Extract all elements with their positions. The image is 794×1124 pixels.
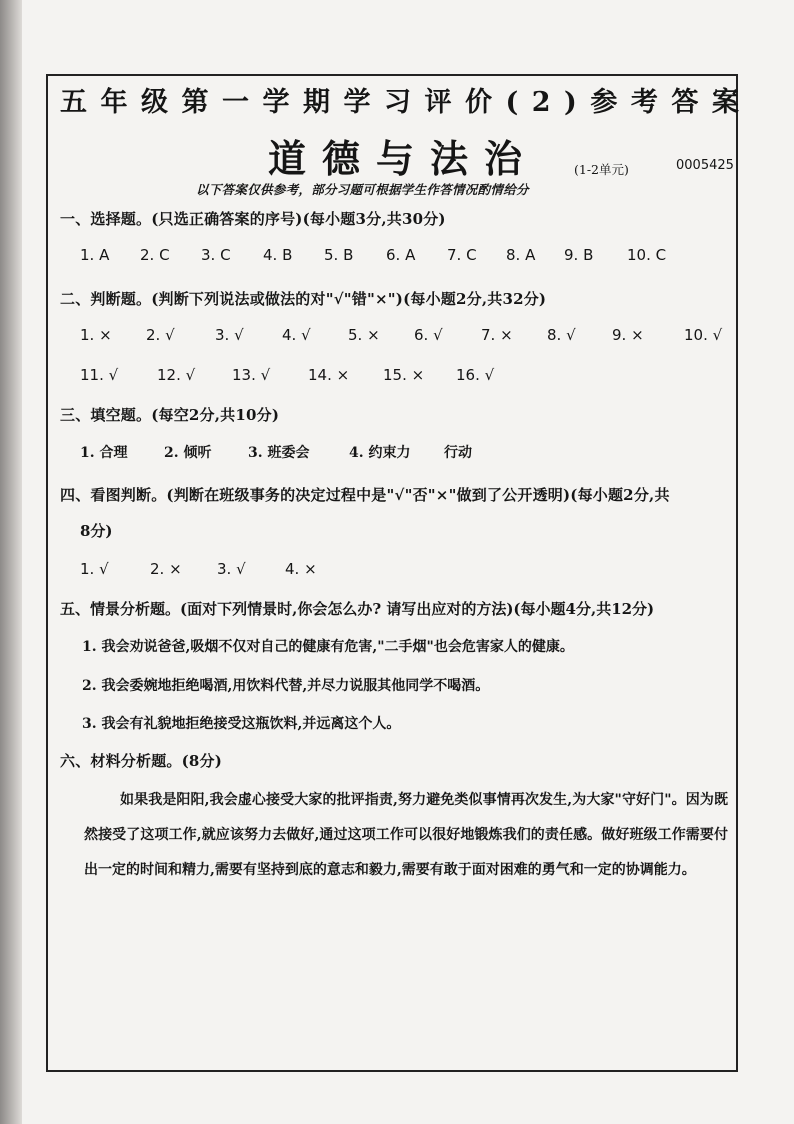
answer-item: 2. 倾听 (164, 445, 212, 461)
answer-item: 5. × (348, 326, 380, 344)
answer-item: 16. √ (456, 366, 495, 384)
answer-item: 3. 班委会 (248, 445, 310, 461)
answer-item: 1. √ (80, 560, 109, 578)
scenario-answer-1: 1. 我会劝说爸爸,吸烟不仅对自己的健康有危害,"二手烟"也会危害家人的健康。 (82, 639, 574, 655)
answer-item: 12. √ (157, 366, 196, 384)
answer-item: 4. √ (282, 326, 311, 344)
answer-item: 14. × (308, 366, 350, 384)
answer-item: 8. √ (547, 326, 576, 344)
answer-item: 4. × (285, 560, 317, 578)
answer-item: 1. 合理 (80, 445, 128, 461)
answer-item: 6. √ (414, 326, 443, 344)
section-3-title: 三、填空题。(每空2分,共10分) (60, 406, 280, 424)
answer-item: 2. √ (146, 326, 175, 344)
subject-title: 道德与法治 (268, 136, 539, 181)
answer-item: 11. √ (80, 366, 119, 384)
section-1-answers (0, 246, 794, 266)
section-3-answers (0, 442, 794, 462)
unit-range: (1-2单元) (574, 162, 629, 177)
answer-item: 6. A (386, 246, 416, 264)
section-5-title: 五、情景分析题。(面对下列情景时,你会怎么办? 请写出应对的方法)(每小题4分,共12分) (60, 600, 655, 618)
answer-item: 13. √ (232, 366, 271, 384)
answer-item: 3. √ (217, 560, 246, 578)
scenario-answer-3: 3. 我会有礼貌地拒绝接受这瓶饮料,并远离这个人。 (82, 716, 401, 732)
material-analysis-answer: 如果我是阳阳,我会虚心接受大家的批评指责,努力避免类似事情再次发生,为大家"守好门"。因为既然接受了这项工作,就应该努力去做好,通过这项工作可以很好地锻炼我们的责任感。做好班级工作需要付出一定的时间和精力,需要有坚持到底的意志和毅力,需要有敢于面对困难的勇气和一定的协调能力。 (84, 792, 728, 878)
answer-item: 3. C (201, 246, 231, 264)
section-4-title: 四、看图判断。(判断在班级事务的决定过程中是"√"否"×"做到了公开透明)(每小题2分,共 (60, 486, 670, 504)
section-2-answers-row-1 (0, 326, 794, 346)
answer-item: 5. B (324, 246, 354, 264)
section-2-answers-row-2 (0, 366, 794, 386)
answer-item: 9. × (612, 326, 644, 344)
answer-item: 1. × (80, 326, 112, 344)
document-title: 五年级第一学期学习评价(2)参考答案 (60, 87, 753, 118)
answer-item: 15. × (383, 366, 425, 384)
section-4-answers (0, 560, 794, 580)
answer-item: 2. × (150, 560, 182, 578)
scoring-note: 以下答案仅供参考，部分习题可根据学生作答情况酌情给分 (196, 182, 529, 197)
section-6-title: 六、材料分析题。(8分) (60, 752, 223, 770)
document-code: 0005425 (676, 158, 734, 173)
answer-item: 2. C (140, 246, 170, 264)
answer-item: 7. C (447, 246, 477, 264)
answer-item: 行动 (444, 445, 472, 461)
answer-item: 7. × (481, 326, 513, 344)
section-4-title-continued: 8分) (80, 522, 113, 540)
answer-item: 4. 约束力 (349, 445, 411, 461)
answer-item: 9. B (564, 246, 594, 264)
section-2-title: 二、判断题。(判断下列说法或做法的对"√"错"×")(每小题2分,共32分) (60, 290, 547, 308)
answer-item: 3. √ (215, 326, 244, 344)
scenario-answer-2: 2. 我会委婉地拒绝喝酒,用饮料代替,并尽力说服其他同学不喝酒。 (82, 678, 490, 694)
answer-item: 1. A (80, 246, 110, 264)
answer-item: 8. A (506, 246, 536, 264)
answer-item: 10. C (627, 246, 667, 264)
answer-item: 4. B (263, 246, 293, 264)
section-1-title: 一、选择题。(只选正确答案的序号)(每小题3分,共30分) (60, 210, 446, 228)
answer-item: 10. √ (684, 326, 723, 344)
